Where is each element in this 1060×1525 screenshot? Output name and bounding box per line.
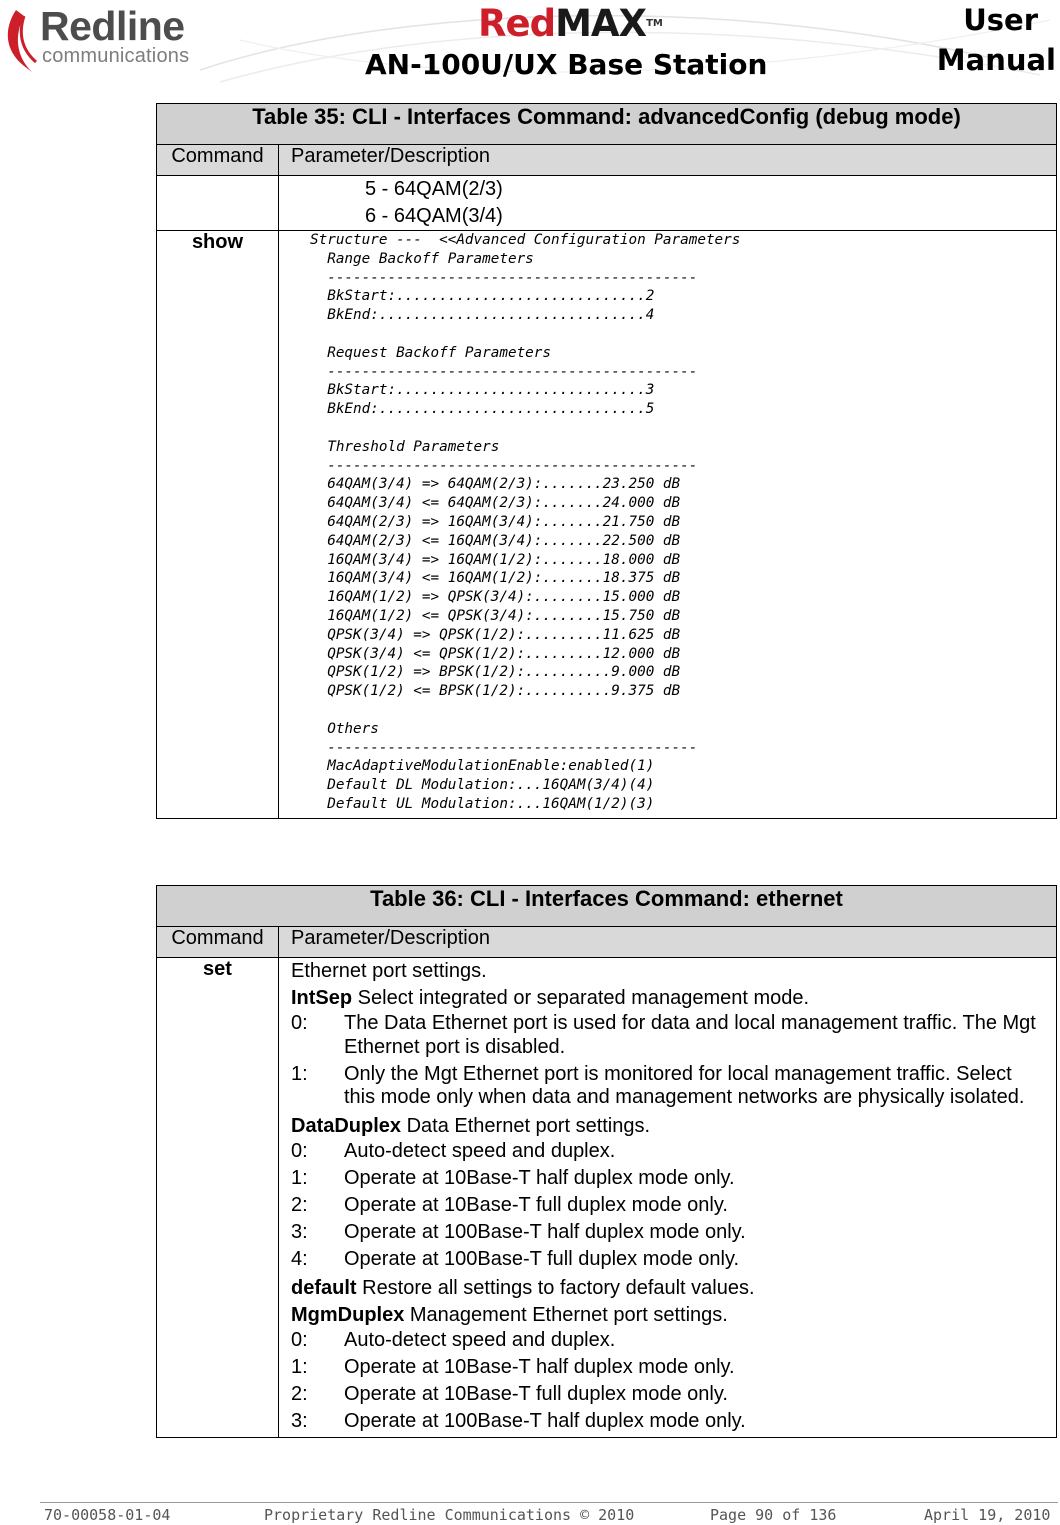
option-item [279,1248,1056,1272]
manual-label-line2: Manual [936,43,1056,77]
option-number: 1: [291,1062,308,1085]
option-number: 0: [291,1012,308,1034]
param-intsep [279,985,1056,1012]
option-item [279,1329,1056,1353]
table-36 [156,885,1057,1438]
param-dataduplex [279,1113,1056,1140]
option-text: Auto-detect speed and duplex. [344,1329,616,1351]
page-header [0,0,1060,92]
option-item [279,1383,1056,1407]
option-text: Operate at 10Base-T half duplex mode only. [344,1356,735,1378]
option-item [279,1356,1056,1380]
table-row [157,176,1057,231]
option-item [279,1063,1056,1110]
option-text: Operate at 100Base-T half duplex mode only. [344,1410,746,1432]
footer-doc-number: 70-00058-01-04 [44,1506,171,1524]
redline-logo [2,2,212,74]
brand-red-part: Red [478,2,556,45]
set-intro: Ethernet port settings. [291,960,487,982]
column-header-parameter: Parameter/Description [279,927,1057,958]
modulation-option: 5 - 64QAM(2/3) [365,178,503,200]
set-description-cell [279,958,1057,1438]
option-number: 2: [291,1383,308,1405]
param-desc: Data Ethernet port settings. [401,1115,651,1137]
option-number: 3: [291,1410,308,1432]
option-number: 0: [291,1140,308,1162]
option-text: Only the Mgt Ethernet port is monitored for local management traffic. Select this mode only when data and management networks are physically isolated. [344,1062,1025,1108]
command-show: show [157,231,279,819]
option-item [279,1194,1056,1218]
option-item [279,1012,1056,1059]
logo-subtitle: communications [42,45,190,67]
table-header-row [157,927,1057,958]
table-row [157,231,1057,819]
param-desc: Select integrated or separated management mode. [352,987,810,1009]
option-text: Operate at 100Base-T full duplex mode only. [344,1248,740,1270]
brand-trademark: TM [646,18,663,29]
option-number: 4: [291,1248,308,1270]
manual-label-line1: User [963,3,1038,37]
table-caption: Table 35: CLI - Interfaces Command: advancedConfig (debug mode) [157,104,1057,145]
option-number: 1: [291,1167,308,1189]
param-desc: Management Ethernet port settings. [404,1304,728,1326]
param-default [279,1275,1056,1302]
table-row [157,958,1057,1438]
footer-page-number: Page 90 of 136 [710,1506,837,1524]
option-text: Auto-detect speed and duplex. [344,1140,616,1162]
param-desc: Restore all settings to factory default values. [356,1277,755,1299]
show-output-cell [279,231,1057,819]
column-header-command: Command [157,927,279,958]
option-item [279,1410,1056,1434]
footer-date: April 19, 2010 [924,1506,1051,1524]
option-item [279,1221,1056,1245]
option-number: 2: [291,1194,308,1216]
table-35 [156,103,1057,819]
table-caption: Table 36: CLI - Interfaces Command: ethernet [157,886,1057,927]
table-caption-row [157,104,1057,145]
option-item [279,1140,1056,1164]
modulation-option: 6 - 64QAM(3/4) [365,205,503,227]
option-number: 1: [291,1356,308,1378]
param-name: MgmDuplex [291,1304,405,1326]
option-text: Operate at 10Base-T full duplex mode only. [344,1383,728,1405]
brand-max-part: MAX [555,2,647,45]
logo-wordmark: Redline [40,3,185,49]
column-header-command: Command [157,145,279,176]
option-text: Operate at 10Base-T half duplex mode only. [344,1167,735,1189]
option-number: 0: [291,1329,308,1351]
empty-command-cell [157,176,279,231]
param-mgmduplex [279,1302,1056,1329]
option-text: Operate at 10Base-T full duplex mode only. [344,1194,728,1216]
redline-swoosh-icon [2,6,42,76]
param-name: IntSep [291,987,353,1009]
document-title: AN-100U/UX Base Station [365,48,768,81]
command-set: set [157,958,279,1438]
footer-proprietary: Proprietary Redline Communications © 2010 [264,1506,635,1524]
param-name: DataDuplex [291,1115,402,1137]
table-header-row [157,145,1057,176]
option-text: Operate at 100Base-T half duplex mode only. [344,1221,746,1243]
table-caption-row [157,886,1057,927]
cli-output-block: Structure --- <<Advanced Configuration Parameters Range Backoff Parameters ------------------------------------------- BkStart:.............................2 BkEnd:...............................4 Request Backoff Parameters ------------------------------------------- BkStart:.............................3 BkEnd:...............................5 Threshold Parameters ------------------------------------------- 64QAM(3/4) => 64QAM(2/3):.......23.250 dB 64QAM(3/4) <= 64QAM(2/3):.......24.000 dB 64QAM(2/3) => 16QAM(3/4):.......21.750 dB 64QAM(2/3) <= 16QAM(3/4):.......22.500 dB 16QAM(3/4) => 16QAM(1/2):.......18.000 dB 16QAM(3/4) <= 16QAM(1/2):.......18.375 dB 16QAM(1/2) => QPSK(3/4):........15.000 dB 16QAM(1/2) <= QPSK(3/4):........15.750 dB QPSK(3/4) => QPSK(1/2):.........11.625 dB QPSK(3/4) <= QPSK(1/2):.........12.000 dB QPSK(1/2) => BPSK(1/2):..........9.000 dB QPSK(1/2) <= BPSK(1/2):..........9.375 dB Others ------------------------------------------- MacAdaptiveModulationEnable:enabled(1) Default DL Modulation:...16QAM(3/4)(4) Default UL Modulation:...16QAM(1/2)(3) [310,232,741,812]
param-name: default [291,1277,357,1299]
column-header-parameter: Parameter/Description [279,145,1057,176]
option-text: The Data Ethernet port is used for data and local management traffic. The Mgt Ethernet port is disabled. [344,1012,1036,1058]
option-number: 3: [291,1221,308,1243]
option-item [279,1167,1056,1191]
footer-rule [40,1502,1058,1503]
continuation-cell [279,176,1057,231]
redmax-brand [478,4,663,44]
